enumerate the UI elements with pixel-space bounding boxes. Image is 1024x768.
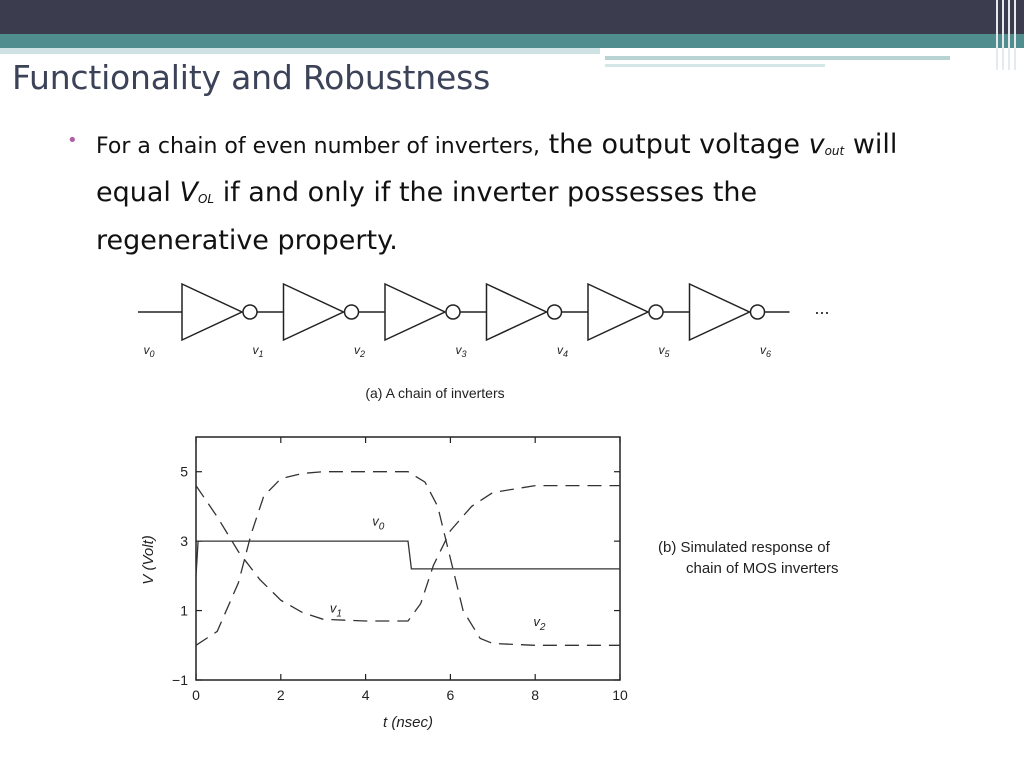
- inverter-bubble: [446, 305, 460, 319]
- series-label-v0: $v_0$: [372, 513, 385, 533]
- slide-title: Functionality and Robustness: [12, 58, 491, 97]
- x-tick-label: 0: [192, 687, 200, 703]
- inverter-triangle: [284, 284, 344, 340]
- bullet-dot-icon: •: [67, 130, 78, 151]
- series-label-v2: $v_2$: [533, 614, 546, 634]
- chain-ellipsis: ...: [814, 298, 830, 318]
- inverter-bubble: [548, 305, 562, 319]
- node-label: $v_0$: [143, 343, 155, 359]
- inverter-triangle: [588, 284, 648, 340]
- inverter-bubble: [649, 305, 663, 319]
- x-tick-label: 2: [276, 687, 285, 703]
- plot-frame: [196, 437, 620, 680]
- series-label-v1: $v_1$: [329, 600, 342, 620]
- response-chart: [172, 437, 628, 703]
- inverter-triangle: [690, 284, 750, 340]
- node-label: $v_2$: [353, 343, 366, 359]
- node-label: $v_6$: [759, 343, 772, 359]
- y-tick-label: 5: [180, 463, 188, 480]
- bullet-text-part4: if and only if the inverter possesses the regenerative property.: [96, 177, 758, 256]
- y-tick-label: −1: [172, 672, 188, 688]
- node-label: $v_5$: [658, 343, 670, 359]
- var-V: V: [179, 177, 198, 208]
- node-label: $v_3$: [455, 343, 467, 359]
- series-v1: [196, 486, 620, 621]
- chart-xlabel: t (nsec): [382, 714, 434, 731]
- x-tick-label: 6: [446, 687, 455, 703]
- chain-caption: (a) A chain of inverters: [365, 385, 505, 401]
- sub-OL: OL: [197, 192, 215, 206]
- bullet-text-part1: For a chain of even number of inverters,: [96, 134, 541, 159]
- inverter-triangle: [182, 284, 242, 340]
- y-tick-label: 1: [180, 602, 188, 619]
- series-v0: [196, 541, 620, 576]
- chart-annotation-line1: (b) Simulated response of: [658, 539, 830, 556]
- sub-out: out: [824, 144, 845, 158]
- chart-annotation-line2: chain of MOS inverters: [686, 560, 839, 577]
- node-label: $v_1$: [252, 343, 264, 359]
- inverter-triangle: [385, 284, 445, 340]
- inverter-bubble: [751, 305, 765, 319]
- bullet-text-part2: the output voltage: [540, 129, 809, 160]
- var-v: v: [808, 129, 825, 160]
- inverter-triangle: [487, 284, 547, 340]
- x-tick-label: 4: [361, 687, 370, 703]
- y-tick-label: 3: [180, 533, 188, 550]
- series-v2: [196, 472, 620, 646]
- chart-ylabel: V (Volt): [140, 535, 157, 585]
- bullet-text-part3: will equal: [96, 129, 898, 208]
- inverter-chain: [138, 284, 790, 359]
- node-label: $v_4$: [556, 343, 569, 359]
- inverter-bubble: [243, 305, 257, 319]
- inverter-bubble: [345, 305, 359, 319]
- x-tick-label: 10: [612, 687, 628, 703]
- x-tick-label: 8: [531, 687, 540, 703]
